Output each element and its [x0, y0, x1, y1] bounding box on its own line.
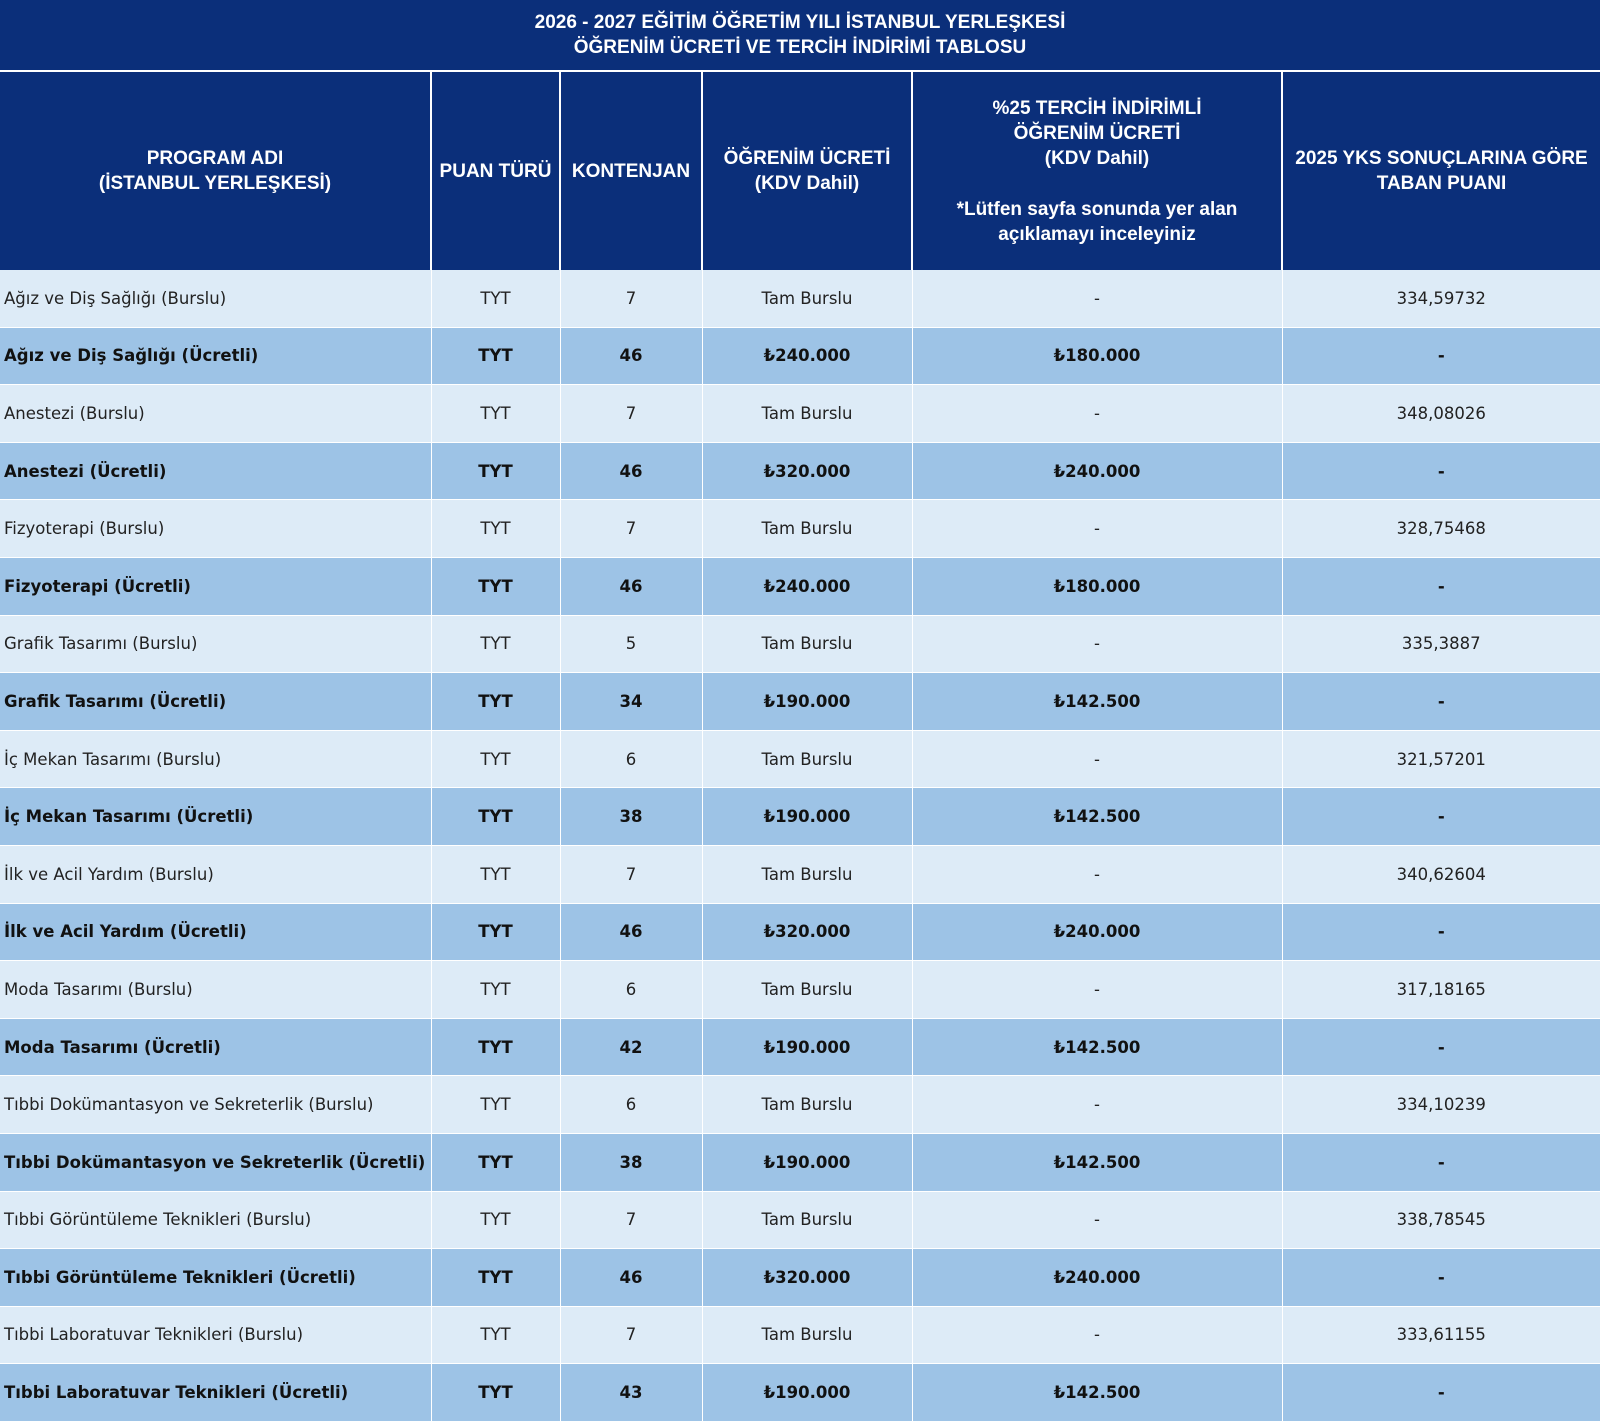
kontenjan-cell: 38: [560, 1133, 702, 1191]
indirimli-ucret-cell: ₺180.000: [912, 557, 1282, 615]
taban-puani-cell: -: [1282, 1018, 1600, 1076]
table-row: [0, 961, 1600, 1019]
indirimli-ucret-cell: ₺240.000: [912, 903, 1282, 961]
program-cell: Tıbbi Laboratuvar Teknikleri (Burslu): [0, 1306, 431, 1364]
table-row: [0, 270, 1600, 327]
ogrenim-ucreti-cell: ₺190.000: [702, 1364, 912, 1422]
header-program: [0, 72, 431, 270]
taban-puani-cell: -: [1282, 1364, 1600, 1422]
ogrenim-ucreti-cell: ₺320.000: [702, 903, 912, 961]
puan-turu-cell: TYT: [431, 1076, 560, 1134]
header-kontenjan: [560, 72, 702, 270]
taban-puani-cell: -: [1282, 1133, 1600, 1191]
kontenjan-cell: 42: [560, 1018, 702, 1076]
header-program-line-2: (İSTANBUL YERLEŞKESİ): [98, 173, 332, 194]
indirimli-ucret-cell: ₺142.500: [912, 788, 1282, 846]
table-row: [0, 385, 1600, 443]
header-indirim-note-1: *Lütfen sayfa sonunda yer alan: [956, 198, 1238, 220]
taban-puani-cell: 334,59732: [1282, 270, 1600, 327]
program-cell: Tıbbi Laboratuvar Teknikleri (Ücretli): [0, 1364, 431, 1422]
table-row: [0, 1076, 1600, 1134]
ogrenim-ucreti-cell: ₺190.000: [702, 1018, 912, 1076]
taban-puani-cell: -: [1282, 788, 1600, 846]
kontenjan-cell: 46: [560, 1249, 702, 1307]
ogrenim-ucreti-cell: Tam Burslu: [702, 961, 912, 1019]
taban-puani-cell: -: [1282, 327, 1600, 385]
ogrenim-ucreti-cell: Tam Burslu: [702, 615, 912, 673]
taban-puani-cell: 335,3887: [1282, 615, 1600, 673]
indirimli-ucret-cell: ₺240.000: [912, 1249, 1282, 1307]
header-taban-line-1: 2025 YKS SONUÇLARINA GÖRE: [1295, 148, 1588, 169]
kontenjan-cell: 46: [560, 327, 702, 385]
program-cell: Tıbbi Dokümantasyon ve Sekreterlik (Ücretli): [0, 1133, 431, 1191]
taban-puani-cell: 334,10239: [1282, 1076, 1600, 1134]
puan-turu-cell: TYT: [431, 1018, 560, 1076]
indirimli-ucret-cell: -: [912, 270, 1282, 327]
table-row: [0, 557, 1600, 615]
header-ogrenim-ucreti: [702, 72, 912, 270]
indirimli-ucret-cell: -: [912, 615, 1282, 673]
header-indirim-line-3: (KDV Dahil): [1044, 147, 1150, 169]
kontenjan-cell: 43: [560, 1364, 702, 1422]
program-cell: Moda Tasarımı (Ücretli): [0, 1018, 431, 1076]
taban-puani-cell: 340,62604: [1282, 845, 1600, 903]
ogrenim-ucreti-cell: ₺190.000: [702, 1133, 912, 1191]
puan-turu-cell: TYT: [431, 385, 560, 443]
ogrenim-ucreti-cell: ₺320.000: [702, 442, 912, 500]
puan-turu-cell: TYT: [431, 557, 560, 615]
puan-turu-cell: TYT: [431, 730, 560, 788]
header-ucret-line-1: ÖĞRENİM ÜCRETİ: [723, 148, 891, 169]
program-cell: Moda Tasarımı (Burslu): [0, 961, 431, 1019]
table-row: [0, 845, 1600, 903]
indirimli-ucret-cell: ₺180.000: [912, 327, 1282, 385]
ogrenim-ucreti-cell: Tam Burslu: [702, 1076, 912, 1134]
kontenjan-cell: 7: [560, 845, 702, 903]
table-row: [0, 1191, 1600, 1249]
kontenjan-cell: 6: [560, 1076, 702, 1134]
table-row: [0, 1306, 1600, 1364]
indirimli-ucret-cell: ₺142.500: [912, 1364, 1282, 1422]
program-cell: Anestezi (Burslu): [0, 385, 431, 443]
ogrenim-ucreti-cell: Tam Burslu: [702, 845, 912, 903]
kontenjan-cell: 46: [560, 903, 702, 961]
indirimli-ucret-cell: -: [912, 1306, 1282, 1364]
kontenjan-cell: 7: [560, 385, 702, 443]
header-row: [0, 72, 1600, 270]
taban-puani-cell: -: [1282, 1249, 1600, 1307]
header-indirim-note-2: açıklamayı inceleyiniz: [998, 223, 1196, 245]
taban-puani-cell: 333,61155: [1282, 1306, 1600, 1364]
puan-turu-cell: TYT: [431, 788, 560, 846]
ogrenim-ucreti-cell: Tam Burslu: [702, 270, 912, 327]
indirimli-ucret-cell: ₺142.500: [912, 1133, 1282, 1191]
ogrenim-ucreti-cell: Tam Burslu: [702, 385, 912, 443]
puan-turu-cell: TYT: [431, 1191, 560, 1249]
taban-puani-cell: 321,57201: [1282, 730, 1600, 788]
indirimli-ucret-cell: -: [912, 845, 1282, 903]
program-cell: Grafik Tasarımı (Ücretli): [0, 673, 431, 731]
table-row: [0, 615, 1600, 673]
puan-turu-cell: TYT: [431, 673, 560, 731]
header-puan-turu: [431, 72, 560, 270]
puan-turu-cell: TYT: [431, 442, 560, 500]
program-cell: Fizyoterapi (Ücretli): [0, 557, 431, 615]
program-cell: Tıbbi Görüntüleme Teknikleri (Burslu): [0, 1191, 431, 1249]
kontenjan-cell: 7: [560, 270, 702, 327]
indirimli-ucret-cell: -: [912, 385, 1282, 443]
kontenjan-cell: 46: [560, 557, 702, 615]
ogrenim-ucreti-cell: ₺320.000: [702, 1249, 912, 1307]
title-line-1: 2026 - 2027 EĞİTİM ÖĞRETİM YILI İSTANBUL YERLEŞKESİ: [534, 12, 1066, 33]
table-row: [0, 1133, 1600, 1191]
header-taban-line-2: TABAN PUANI: [1376, 173, 1507, 194]
header-ucret-line-2: (KDV Dahil): [754, 173, 860, 194]
indirimli-ucret-cell: -: [912, 730, 1282, 788]
table-row: [0, 1249, 1600, 1307]
kontenjan-cell: 34: [560, 673, 702, 731]
program-cell: İç Mekan Tasarımı (Burslu): [0, 730, 431, 788]
puan-turu-cell: TYT: [431, 327, 560, 385]
taban-puani-cell: -: [1282, 442, 1600, 500]
table-row: [0, 788, 1600, 846]
puan-turu-cell: TYT: [431, 1364, 560, 1422]
program-cell: Fizyoterapi (Burslu): [0, 500, 431, 558]
fee-table: [0, 72, 1600, 1422]
puan-turu-cell: TYT: [431, 845, 560, 903]
taban-puani-cell: -: [1282, 903, 1600, 961]
puan-turu-cell: TYT: [431, 615, 560, 673]
header-kontenjan-label: KONTENJAN: [571, 160, 691, 182]
puan-turu-cell: TYT: [431, 961, 560, 1019]
puan-turu-cell: TYT: [431, 1249, 560, 1307]
taban-puani-cell: 328,75468: [1282, 500, 1600, 558]
table-row: [0, 903, 1600, 961]
table-row: [0, 730, 1600, 788]
indirimli-ucret-cell: ₺240.000: [912, 442, 1282, 500]
header-indirim-line-1: %25 TERCİH İNDİRİMLİ: [992, 97, 1202, 119]
indirimli-ucret-cell: -: [912, 961, 1282, 1019]
kontenjan-cell: 38: [560, 788, 702, 846]
ogrenim-ucreti-cell: Tam Burslu: [702, 1191, 912, 1249]
kontenjan-cell: 5: [560, 615, 702, 673]
indirimli-ucret-cell: -: [912, 1076, 1282, 1134]
kontenjan-cell: 6: [560, 961, 702, 1019]
taban-puani-cell: -: [1282, 557, 1600, 615]
taban-puani-cell: 317,18165: [1282, 961, 1600, 1019]
program-cell: Tıbbi Görüntüleme Teknikleri (Ücretli): [0, 1249, 431, 1307]
table-row: [0, 673, 1600, 731]
taban-puani-cell: 338,78545: [1282, 1191, 1600, 1249]
ogrenim-ucreti-cell: Tam Burslu: [702, 730, 912, 788]
table-title: [0, 0, 1600, 72]
indirimli-ucret-cell: -: [912, 1191, 1282, 1249]
program-cell: İlk ve Acil Yardım (Burslu): [0, 845, 431, 903]
indirimli-ucret-cell: ₺142.500: [912, 1018, 1282, 1076]
title-line-2: ÖĞRENİM ÜCRETİ VE TERCİH İNDİRİMİ TABLOSU: [573, 37, 1027, 58]
program-cell: Ağız ve Diş Sağlığı (Burslu): [0, 270, 431, 327]
table-row: [0, 442, 1600, 500]
table-row: [0, 1018, 1600, 1076]
program-cell: Anestezi (Ücretli): [0, 442, 431, 500]
kontenjan-cell: 7: [560, 1306, 702, 1364]
ogrenim-ucreti-cell: ₺240.000: [702, 327, 912, 385]
ogrenim-ucreti-cell: ₺190.000: [702, 673, 912, 731]
taban-puani-cell: 348,08026: [1282, 385, 1600, 443]
puan-turu-cell: TYT: [431, 1133, 560, 1191]
table-row: [0, 500, 1600, 558]
indirimli-ucret-cell: -: [912, 500, 1282, 558]
header-indirim-line-2: ÖĞRENİM ÜCRETİ: [1013, 122, 1181, 144]
header-taban-puani: [1282, 72, 1600, 270]
program-cell: İlk ve Acil Yardım (Ücretli): [0, 903, 431, 961]
program-cell: İç Mekan Tasarımı (Ücretli): [0, 788, 431, 846]
puan-turu-cell: TYT: [431, 903, 560, 961]
header-indirimli-ucret: [912, 72, 1282, 270]
kontenjan-cell: 7: [560, 1191, 702, 1249]
kontenjan-cell: 46: [560, 442, 702, 500]
table-row: [0, 327, 1600, 385]
puan-turu-cell: TYT: [431, 500, 560, 558]
program-cell: Grafik Tasarımı (Burslu): [0, 615, 431, 673]
header-program-line-1: PROGRAM ADI: [146, 148, 284, 169]
table-row: [0, 1364, 1600, 1422]
taban-puani-cell: -: [1282, 673, 1600, 731]
ogrenim-ucreti-cell: ₺240.000: [702, 557, 912, 615]
program-cell: Tıbbi Dokümantasyon ve Sekreterlik (Burslu): [0, 1076, 431, 1134]
kontenjan-cell: 7: [560, 500, 702, 558]
puan-turu-cell: TYT: [431, 1306, 560, 1364]
header-puan-turu-label: PUAN TÜRÜ: [439, 160, 552, 182]
ogrenim-ucreti-cell: Tam Burslu: [702, 1306, 912, 1364]
indirimli-ucret-cell: ₺142.500: [912, 673, 1282, 731]
ogrenim-ucreti-cell: ₺190.000: [702, 788, 912, 846]
ogrenim-ucreti-cell: Tam Burslu: [702, 500, 912, 558]
kontenjan-cell: 6: [560, 730, 702, 788]
table-body: [0, 270, 1600, 1421]
program-cell: Ağız ve Diş Sağlığı (Ücretli): [0, 327, 431, 385]
puan-turu-cell: TYT: [431, 270, 560, 327]
